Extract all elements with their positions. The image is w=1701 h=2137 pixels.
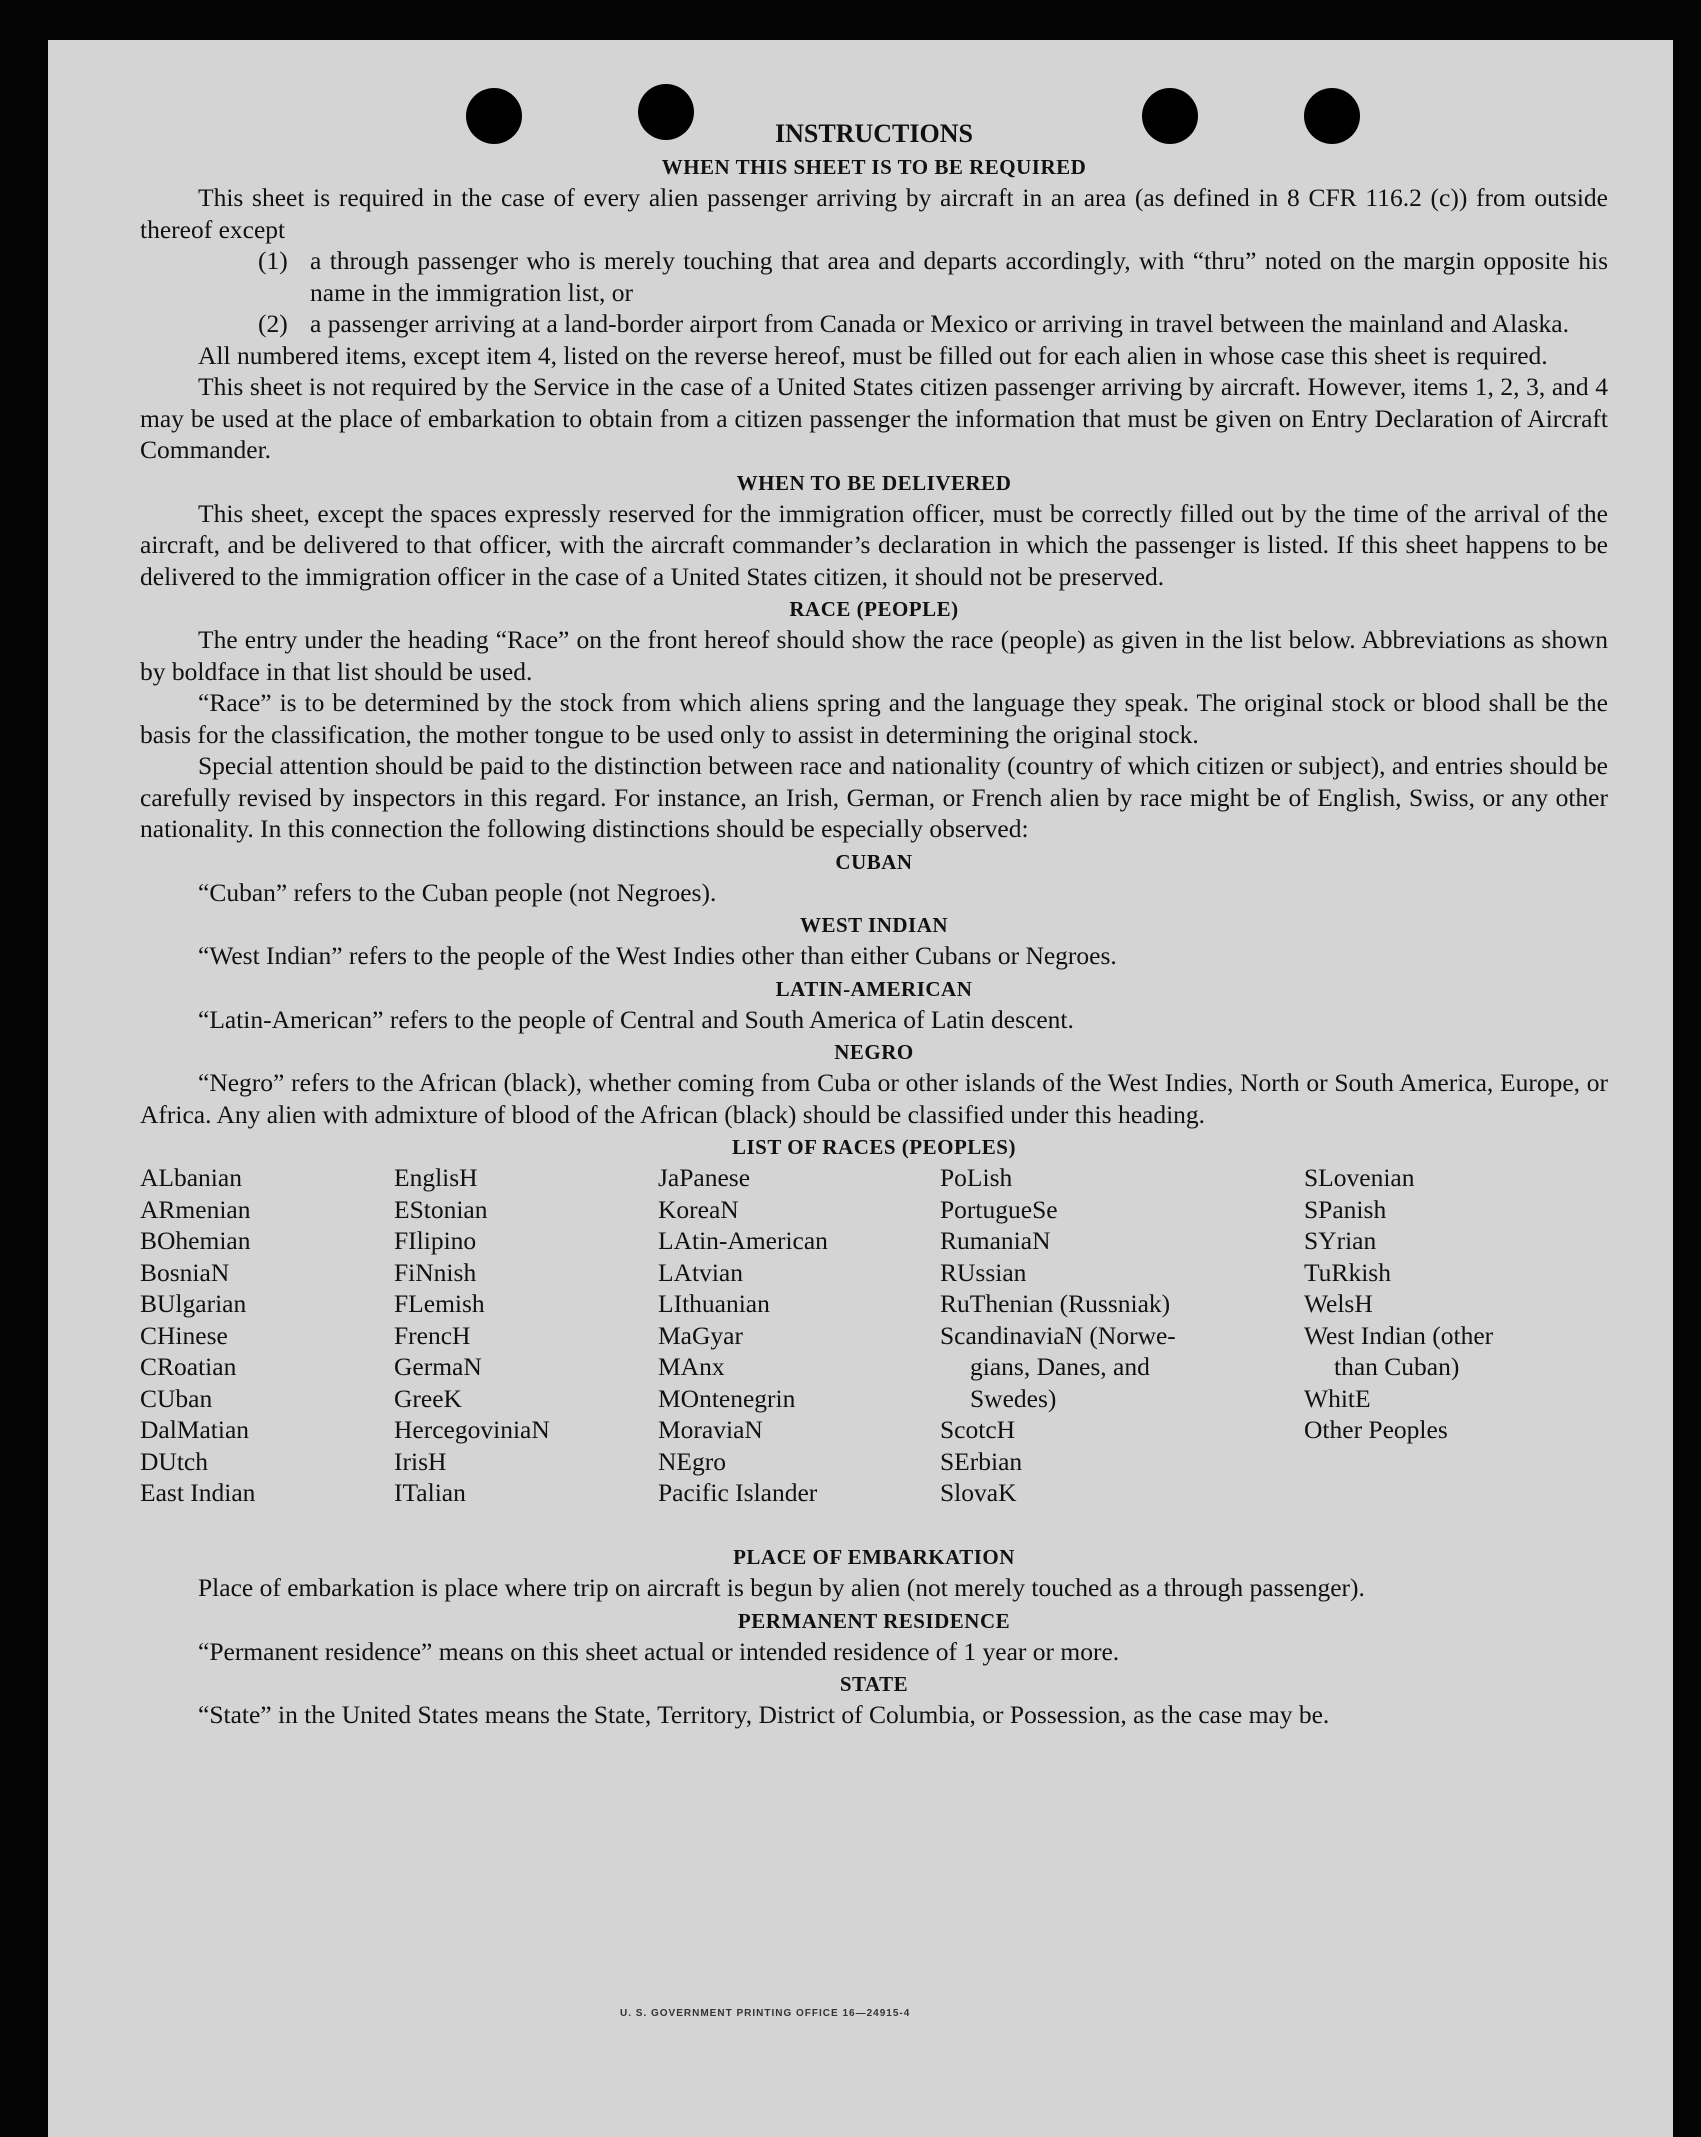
race-entry: SPanish xyxy=(1304,1194,1387,1224)
race-entry: SYrian xyxy=(1304,1226,1377,1255)
paragraph: Place of embarkation is place where trip on aircraft is begun by alien (not merely touched as a through passenger). xyxy=(198,1573,1365,1602)
race-entry: TuRkish xyxy=(1304,1257,1391,1287)
race-entry: ScotcH xyxy=(940,1415,1016,1444)
race-entry: SlovaK xyxy=(940,1478,1017,1507)
instructions-content xyxy=(140,118,1608,1731)
paragraph: “Race” is to be determined by the stock from which aliens spring and the language they speak. The original stock or blood shall be the basis for the classification, the mother tongue to be used only to assist in determining the original stock. xyxy=(140,688,1608,749)
race-entry: ScandinaviaN (Norwe- xyxy=(940,1320,1176,1350)
race-entry: Pacific Islander xyxy=(658,1478,818,1507)
item-number: (2) xyxy=(258,309,288,338)
race-column xyxy=(658,1162,828,1509)
race-entry: Swedes) xyxy=(970,1383,1057,1413)
race-entry: BUlgarian xyxy=(140,1289,247,1318)
section-heading: CUBAN xyxy=(835,849,913,874)
race-entry: FIlipino xyxy=(394,1226,477,1255)
race-entry: JaPanese xyxy=(658,1163,751,1192)
paragraph: “Permanent residence” means on this sheet actual or intended residence of 1 year or more. xyxy=(198,1636,1120,1666)
section-heading: RACE (PEOPLE) xyxy=(789,597,959,621)
race-entry: GreeK xyxy=(394,1383,462,1413)
race-entry: West Indian (other xyxy=(1304,1320,1494,1350)
race-entry: than Cuban) xyxy=(1334,1352,1460,1381)
section-heading: LATIN-AMERICAN xyxy=(775,976,973,1001)
paragraph: This sheet is not required by the Service in the case of a United States citizen passenger arriving by aircraft. However, items 1, 2, 3, and 4 may be used at the place of embarkation to obtain from a citizen passenger the information that must be given on Entry Declaration of Aircraft Commander. xyxy=(140,372,1608,464)
race-entry: WhitE xyxy=(1304,1383,1371,1413)
document-sheet xyxy=(48,40,1673,2137)
section-heading: WHEN TO BE DELIVERED xyxy=(736,470,1012,495)
race-entry: EnglisH xyxy=(394,1163,478,1192)
race-entry: FLemish xyxy=(394,1289,485,1318)
page-title: INSTRUCTIONS xyxy=(775,119,973,148)
race-entry: HercegoviniaN xyxy=(394,1415,550,1444)
paragraph: “Cuban” refers to the Cuban people (not Negroes). xyxy=(198,877,717,907)
item-text: a through passenger who is merely touching that area and departs accordingly, with “thru” noted on the margin opposite his name in the immigration list, or xyxy=(310,246,1608,307)
race-entry: PortugueSe xyxy=(940,1194,1058,1224)
race-entry: RUssian xyxy=(940,1257,1027,1287)
section-heading: LIST OF RACES (PEOPLES) xyxy=(732,1135,1016,1159)
race-entry: LAtvian xyxy=(658,1257,743,1287)
paragraph: “Negro” refers to the African (black), whether coming from Cuba or other islands of the West Indies, North or South America, Europe, or Africa. Any alien with admixture of blood of the African (black) should be classified under this heading. xyxy=(140,1068,1608,1129)
printing-office-imprint: U. S. GOVERNMENT PRINTING OFFICE 16—24915-4 xyxy=(620,2008,911,2019)
race-entry: MaGyar xyxy=(658,1320,743,1350)
race-entry: LIthuanian xyxy=(658,1289,770,1318)
race-entry: East Indian xyxy=(140,1478,256,1507)
paragraph: This sheet, except the spaces expressly reserved for the immigration officer, must be correctly filled out by the time of the arrival of the aircraft, and be delivered to that officer, with the aircraft commander’s declaration in which the passenger is listed. If this sheet happens to be delivered to the immigration officer in the case of a United States citizen, it should not be preserved. xyxy=(140,498,1608,591)
paragraph: “West Indian” refers to the people of the West Indies other than either Cubans or Negroes. xyxy=(198,941,1117,970)
race-entry: SLovenian xyxy=(1304,1163,1415,1192)
section-heading: WHEN THIS SHEET IS TO BE REQUIRED xyxy=(661,155,1087,179)
section-heading: PERMANENT RESIDENCE xyxy=(737,1608,1011,1633)
list-item xyxy=(258,245,1608,308)
paragraph: “State” in the United States means the State, Territory, District of Columbia, or Possession, as the case may be. xyxy=(198,1700,1330,1729)
race-entry: MOntenegrin xyxy=(658,1383,796,1413)
race-entry: ITalian xyxy=(394,1478,466,1507)
race-list xyxy=(140,1162,1608,1540)
race-entry: KoreaN xyxy=(658,1194,739,1224)
race-entry: RuThenian (Russniak) xyxy=(940,1289,1171,1318)
race-entry: IrisH xyxy=(394,1446,447,1476)
section-heading: NEGRO xyxy=(834,1040,914,1064)
section-heading: STATE xyxy=(839,1672,909,1696)
item-number: (1) xyxy=(258,246,288,275)
race-entry: SErbian xyxy=(940,1446,1023,1476)
paragraph: This sheet is required in the case of every alien passenger arriving by aircraft in an area (as defined in 8 CFR 116.2 (c)) from outside thereof except xyxy=(140,183,1608,244)
race-entry: WelsH xyxy=(1304,1289,1373,1318)
race-entry: MAnx xyxy=(658,1352,725,1381)
race-entry: Other Peoples xyxy=(1304,1415,1448,1444)
race-entry: EStonian xyxy=(394,1194,488,1224)
race-entry: GermaN xyxy=(394,1352,482,1381)
section-heading: PLACE OF EMBARKATION xyxy=(733,1545,1015,1569)
race-entry: CRoatian xyxy=(140,1352,237,1381)
item-text: a passenger arriving at a land-border airport from Canada or Mexico or arriving in travel between the mainland and Alaska. xyxy=(310,309,1569,338)
race-entry: CUban xyxy=(140,1383,213,1413)
race-entry: PoLish xyxy=(940,1163,1013,1192)
race-entry: RumaniaN xyxy=(940,1226,1051,1255)
race-entry: FiNnish xyxy=(394,1257,477,1287)
paragraph: Special attention should be paid to the distinction between race and nationality (country of which citizen or subject), and entries should be carefully revised by inspectors in this regard. For instance, an Irish, German, or French alien by race might be of English, Swiss, or any other nationality. In this connection the following distinctions should be especially observed: xyxy=(140,751,1608,843)
race-column xyxy=(940,1162,1176,1509)
race-column xyxy=(140,1162,255,1509)
race-entry: NEgro xyxy=(658,1446,726,1476)
race-entry: ALbanian xyxy=(140,1163,242,1192)
race-entry: FrencH xyxy=(394,1320,471,1350)
section-heading: WEST INDIAN xyxy=(799,913,949,937)
paragraph: The entry under the heading “Race” on the front hereof should show the race (people) as given in the list below. Abbreviations as shown by boldface in that list should be used. xyxy=(140,625,1608,686)
race-entry: MoraviaN xyxy=(658,1415,763,1444)
race-entry: ARmenian xyxy=(140,1194,251,1224)
race-column xyxy=(1304,1162,1493,1446)
race-column xyxy=(394,1162,550,1509)
race-entry: gians, Danes, and xyxy=(970,1352,1150,1381)
race-entry: BOhemian xyxy=(140,1226,251,1255)
list-item xyxy=(258,308,1608,340)
race-entry: DUtch xyxy=(140,1446,208,1476)
race-entry: DalMatian xyxy=(140,1415,250,1444)
race-entry: LAtin-American xyxy=(658,1226,828,1255)
race-entry: CHinese xyxy=(140,1320,228,1350)
race-entry: BosniaN xyxy=(140,1257,230,1287)
paragraph: “Latin-American” refers to the people of Central and South America of Latin descent. xyxy=(198,1004,1074,1034)
paragraph: All numbered items, except item 4, listed on the reverse hereof, must be filled out for each alien in whose case this sheet is required. xyxy=(198,340,1548,370)
